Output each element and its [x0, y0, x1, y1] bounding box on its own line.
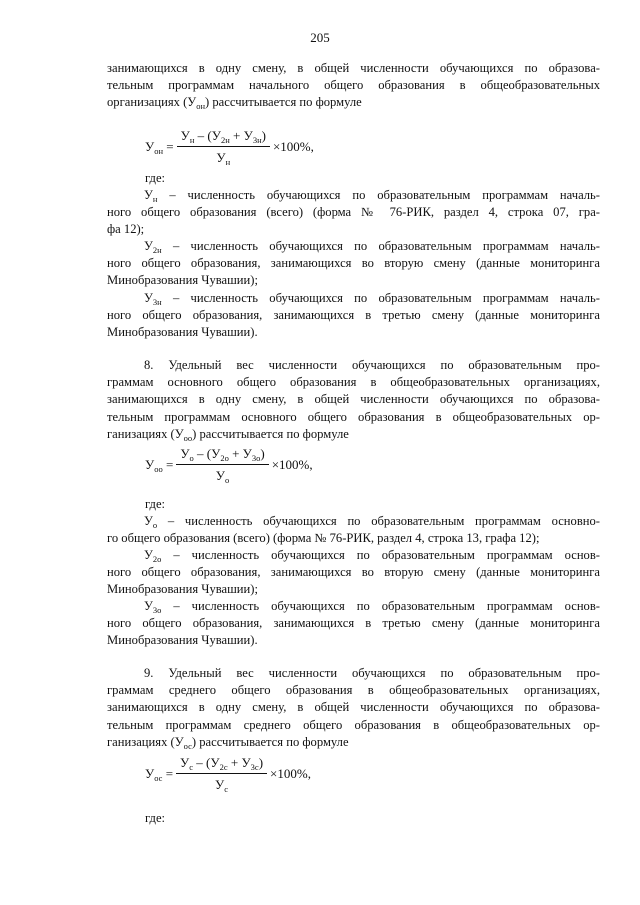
text-line: занимающихся в одну смену, в общей численности обучающихся по образова-: [107, 392, 600, 407]
formula-lhs: $У_{ос}$ =: [145, 766, 174, 783]
text-line: ганизациях $(У_{оо})$ рассчитывается по формуле: [107, 426, 349, 443]
definition-un: [107, 187, 600, 239]
formula-numerator: $У_н - (У_{2н} + У_{3н})$: [177, 128, 270, 147]
definition-u2o: [107, 547, 600, 599]
item-8-paragraph: [107, 357, 600, 443]
text-line: тельным программам основного общего образования в общеобразовательных ор-: [107, 409, 600, 424]
intro-paragraph: [107, 60, 600, 112]
text-line: ного общего образования, занимающихся во вторую смену (данные мониторинга: [107, 256, 600, 271]
text-line: ного общего образования, занимающихся во вторую смену (данные мониторинга: [107, 565, 600, 580]
formula-denominator: $У_о$: [215, 468, 230, 485]
where-label: где:: [145, 171, 166, 185]
text-line: $У_{3о}$ – численность обучающихся по образовательным программам основ-: [144, 599, 600, 615]
text-line: $У_{2о}$ – численность обучающихся по образовательным программам основ-: [144, 548, 600, 564]
text-line: тельным программам начального общего образования в общеобразовательных: [107, 78, 600, 93]
formula-suffix: ×100%,: [272, 139, 314, 154]
formula-fraction: [176, 446, 268, 484]
text-line: 9. Удельный вес численности обучающихся по образовательным про-: [144, 666, 600, 680]
text-line: го общего образования (всего) (форма № 76-РИК, раздел 4, строка 13, графа 12);: [107, 531, 540, 546]
formula-lhs: $У_{оо}$ =: [145, 457, 174, 474]
text-line: ного общего образования, занимающихся в третью смену (данные мониторинга: [107, 616, 600, 631]
definition-u3o: [107, 598, 600, 650]
formula-denominator: $У_н$: [216, 150, 231, 167]
text-line: фа 12);: [107, 222, 145, 237]
text-line: занимающихся в одну смену, в общей численности обучающихся по образова-: [107, 61, 600, 75]
text-line: $У_{2н}$ – численность обучающихся по образовательным программам началь-: [144, 239, 600, 255]
formula-suffix: ×100%,: [271, 457, 313, 472]
where-label: где:: [145, 811, 166, 825]
text-line: граммам основного общего образования в общеобразовательных организациях,: [107, 375, 600, 390]
formula-uoo: [145, 443, 313, 487]
text-line: ного общего образования (всего) (форма № 76-РИК, раздел 4, строка 07, гра-: [107, 205, 600, 220]
text-line: $У_н$ – численность обучающихся по образовательным программам началь-: [144, 188, 600, 204]
item-9-paragraph: [107, 665, 600, 751]
formula-fraction: [176, 755, 267, 793]
formula-uos: [145, 752, 311, 796]
text-line: занимающихся в одну смену, в общей численности обучающихся по образова-: [107, 700, 600, 715]
formula-uon: [145, 125, 314, 169]
formula-fraction: [177, 128, 270, 166]
formula-numerator: $У_с - (У_{2с} + У_{3с})$: [176, 755, 267, 774]
page-number: 205: [310, 30, 330, 45]
formula-numerator: $У_о - (У_{2о} + У_{3о})$: [176, 446, 268, 465]
where-label: где:: [145, 497, 166, 511]
text-line: тельным программам среднего общего образования в общеобразовательных ор-: [107, 717, 600, 732]
text-line: 8. Удельный вес численности обучающихся по образовательным про-: [144, 358, 600, 372]
definition-uo: [107, 513, 600, 547]
formula-suffix: ×100%,: [270, 766, 311, 781]
text-line: Минобразования Чувашии);: [107, 582, 258, 597]
formula-lhs: $У_{он}$ =: [145, 139, 174, 156]
definition-u2n: [107, 238, 600, 290]
text-line: ного общего образования, занимающихся в третью смену (данные мониторинга: [107, 308, 600, 323]
text-line: Минобразования Чувашии).: [107, 325, 258, 340]
text-line: Минобразования Чувашии).: [107, 633, 258, 648]
text-line: Минобразования Чувашии);: [107, 273, 258, 288]
formula-denominator: $У_с$: [215, 777, 229, 794]
text-line: ганизациях $(У_{ос})$ рассчитывается по формуле: [107, 734, 349, 751]
text-line: организациях $(У_{он})$ рассчитывается по формуле: [107, 95, 362, 112]
text-line: $У_о$ – численность обучающихся по образовательным программам основно-: [144, 514, 600, 530]
text-line: граммам среднего общего образования в общеобразовательных организациях,: [107, 683, 600, 698]
definition-u3n: [107, 290, 600, 342]
text-line: $У_{3н}$ – численность обучающихся по образовательным программам началь-: [144, 291, 600, 307]
